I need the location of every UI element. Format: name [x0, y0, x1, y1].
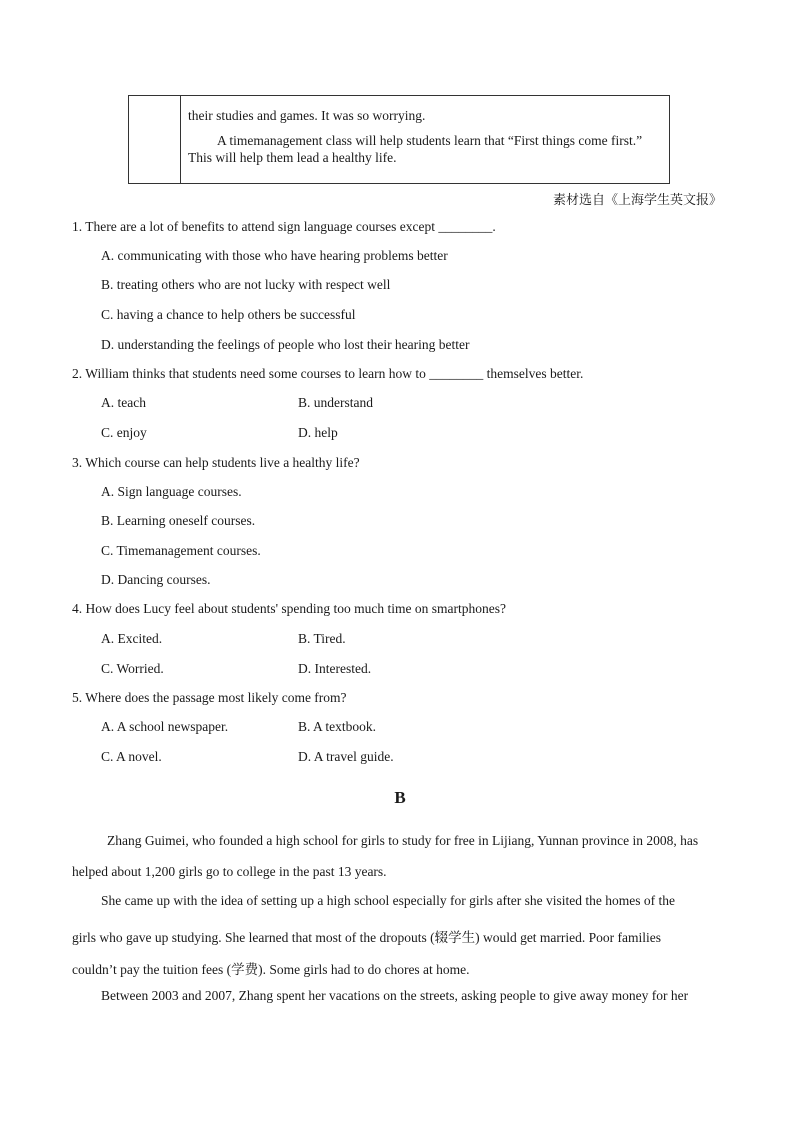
passage-line: couldn’t pay the tuition fees (学费). Some girls had to do chores at home. — [72, 962, 470, 977]
passage-line: Zhang Guimei, who founded a high school for girls to study for free in Lijiang, Yunnan province in 2008, has — [107, 833, 699, 848]
answer-option: A. Excited. — [101, 631, 163, 646]
answer-option: D. help — [298, 425, 338, 440]
answer-option: B. treating others who are not lucky with respect well — [101, 277, 391, 292]
passage-line: helped about 1,200 girls go to college in the past 13 years. — [72, 864, 387, 879]
table-text-line: This will help them lead a healthy life. — [188, 150, 397, 165]
answer-option: B. understand — [298, 395, 373, 410]
answer-option: D. Interested. — [298, 661, 372, 676]
question-stem: 4. How does Lucy feel about students' spending too much time on smartphones? — [72, 601, 506, 616]
question-stem: 5. Where does the passage most likely come from? — [72, 690, 347, 705]
answer-option: C. having a chance to help others be successful — [101, 307, 356, 322]
table-column-divider — [180, 96, 181, 183]
table-text-line: their studies and games. It was so worrying. — [188, 108, 426, 123]
passage-line: Between 2003 and 2007, Zhang spent her vacations on the streets, asking people to give away money for her — [101, 988, 689, 1003]
answer-option: D. A travel guide. — [298, 749, 394, 764]
answer-option: C. enjoy — [101, 425, 147, 440]
section-heading: B — [394, 788, 406, 807]
answer-option: A. A school newspaper. — [101, 719, 229, 734]
answer-option: C. A novel. — [101, 749, 162, 764]
answer-option: B. A textbook. — [298, 719, 377, 734]
table-text-line: A timemanagement class will help students learn that “First things come first.” — [217, 133, 643, 148]
passage-line: girls who gave up studying. She learned that most of the dropouts (辍学生) would get married. Poor families — [72, 930, 662, 945]
answer-option: D. Dancing courses. — [101, 572, 211, 587]
question-stem: 3. Which course can help students live a healthy life? — [72, 455, 360, 470]
source-note: 素材选自《上海学生英文报》 — [552, 193, 722, 208]
answer-option: D. understanding the feelings of people who lost their hearing better — [101, 337, 470, 352]
answer-option: A. teach — [101, 395, 146, 410]
question-stem: 1. There are a lot of benefits to attend sign language courses except ________. — [72, 219, 496, 234]
answer-option: A. Sign language courses. — [101, 484, 242, 499]
answer-option: B. Learning oneself courses. — [101, 513, 256, 528]
question-stem: 2. William thinks that students need some courses to learn how to ________ themselves better. — [72, 366, 584, 381]
passage-line: She came up with the idea of setting up a high school especially for girls after she visited the homes of the — [101, 893, 675, 908]
answer-option: B. Tired. — [298, 631, 346, 646]
answer-option: A. communicating with those who have hearing problems better — [101, 248, 448, 263]
answer-option: C. Timemanagement courses. — [101, 543, 261, 558]
answer-option: C. Worried. — [101, 661, 164, 676]
